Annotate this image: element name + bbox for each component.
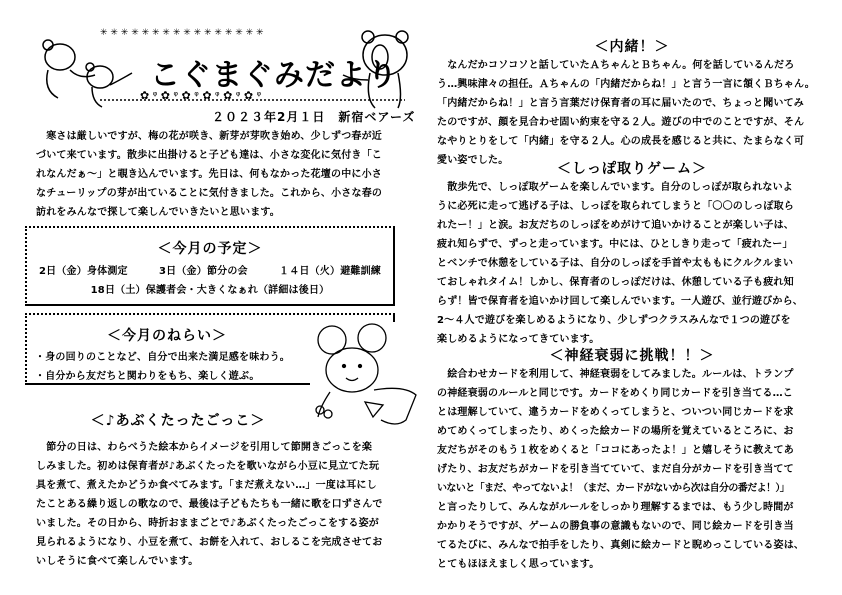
- issue-date: ２０２３年2月１日: [212, 110, 326, 124]
- section-abukutatta: [28, 410, 398, 571]
- goals-title: ＜今月のねらい＞: [107, 328, 227, 344]
- text-line: づいて来ています。散歩に出掛けると子ども達は、小さな変化に気付き「こ: [36, 150, 382, 161]
- text-line: 2～４人で遊びを楽しめるようになり、少しずつクラスみんなで１つの遊びを: [437, 315, 791, 326]
- text-line: ておしゃれタイム！しかし、保育者のしっぽだけは、休憩している子も疲れ知: [437, 277, 794, 288]
- text-line: 友だちがそのもう１枚をめくると「ココにあったよ！」と嬉しそうに教えてあ: [437, 445, 794, 456]
- text-line: 疲れ知らずで、ずっと走っています。中には、ひとしきり走って「疲れたー」: [437, 239, 793, 250]
- svg-text:✳ ✳ ✳ ✳ ✳ ✳ ✳ ✳ ✳ ✳ ✳ ✳ ✳ ✳ ✳: ✳ ✳ ✳ ✳ ✳ ✳ ✳ ✳ ✳ ✳ ✳ ✳ ✳ ✳ ✳ ✳: [100, 28, 264, 38]
- section-title: ＜♪あぶくたったごっこ＞: [90, 413, 266, 429]
- text-line: とてもほほえましく思っています。: [437, 559, 600, 570]
- text-line: 見られるようになり、小豆を煮て、お餅を入れて、おしるこを完成させてお: [36, 537, 383, 548]
- text-line: う…興味津々の担任。Ａちゃんの「内緒だからね！」と言う一言に頷くＢちゃん。: [437, 79, 815, 90]
- schedule-title: ＜今月の予定＞: [157, 241, 263, 257]
- goal-item: ・自分から友だちと関わりをもち、楽しく遊ぶ。: [35, 371, 260, 382]
- text-line: 節分の日は、わらべうた絵本からイメージを引用して節開きごっこを楽: [36, 442, 373, 453]
- text-line: たことある繰り返しの歌なので、最後は子どもたちも一緒に歌を口ずさんで: [36, 499, 383, 510]
- issue-date-line: [212, 108, 415, 125]
- newsletter-title: こぐまぐみだより: [150, 58, 398, 93]
- text-line: たのですが、顔を見合わせ固い約束を守る２人。遊びの中でのことですが、そん: [437, 117, 805, 128]
- text-line: なんだかコソコソと話していたＡちゃんとＢちゃん。何を話しているんだろ: [437, 60, 795, 71]
- text-line: 散歩先で、しっぽ取ゲームを楽しんでいます。自分のしっぽが取られないよ: [437, 182, 793, 193]
- text-line: かかりそうですが、ゲームの勝負事の意識もないので、同じ絵カードを引き当: [437, 521, 794, 532]
- text-line: なやりとりをして「内緒」を守る２人。心の成長を感じると共に、たまらなく可: [437, 136, 805, 147]
- text-line: なチューリップの芽が出ていることに気付きました。これから、小さな春の: [36, 188, 383, 199]
- section-title: ＜内緒！＞: [594, 39, 670, 55]
- intro-paragraph: [36, 127, 382, 222]
- text-line: とは理解していて、違うカードをめくってしまうと、ついつい同じカードを求: [437, 407, 794, 418]
- text-line: いないと「まだ、やってないよ！（まだ、カードがないから次は自分の番だよ！）」: [437, 483, 790, 494]
- text-line: れなんだぁ～」と覗き込んでいます。先日は、何もなかった花壇の中に小さ: [36, 169, 382, 180]
- section-naisho: [437, 36, 827, 170]
- text-line: いしそうに食べて楽しんでいます。: [36, 556, 199, 567]
- text-line: 絵合わせカードを利用して、神経衰弱をしてみました。ルールは、トランプ: [437, 369, 794, 380]
- text-line: と言ったりして、みんながルールをしっかり理解するまでは、もう少し時間が: [437, 502, 794, 513]
- text-line: 「内緒だからね！」と言う言葉だけ保育者の耳に届いたので、ちょっと聞いてみ: [437, 98, 804, 109]
- schedule-item: 3日（金）節分の会: [159, 266, 248, 277]
- section-title: ＜しっぽ取りゲーム＞: [557, 161, 707, 177]
- text-line: げたり、お友だちがカードを引き当てていて、まだ自分がカードを引き当てて: [437, 464, 794, 475]
- text-line: 寒さは厳しいですが、梅の花が咲き、新芽が芽吹き始め、少しずつ春が近: [36, 131, 382, 142]
- svg-text:✿ ᵠ ✿ ᵠ ✿ ᵠ ✿ ᵠ ✿ ᵠ ✿ ᵠ: ✿ ᵠ ✿ ᵠ ✿ ᵠ ✿ ᵠ ✿ ᵠ ✿ ᵠ: [140, 89, 262, 102]
- text-line: てるたびに、みんなで拍手をしたり、真剣に絵カードと睨めっこしている姿は、: [437, 540, 805, 551]
- text-line: の神経衰弱のルールと同じです。カードをめくり同じカードを引き当てる…こ: [437, 388, 793, 399]
- section-shippotori: [437, 158, 827, 349]
- dandelion-seeds-icon: [100, 28, 264, 38]
- text-line: 具を煮て、煮えたかどうか食べてみます。「まだ煮えない…」一度は耳にし: [36, 480, 377, 491]
- section-shinkei-suijaku: [437, 345, 827, 574]
- schedule-item: 18日（土）保護者会・大きくなぁれ（詳細は後日）: [90, 285, 330, 296]
- section-title: ＜神経衰弱に挑戦！！＞: [549, 348, 715, 364]
- text-line: らず！皆で保育者を追いかけ回して楽しんでいます。一人遊び、並行遊びから、: [437, 296, 803, 307]
- text-line: うに必死に走って逃げる子は、しっぽを取られてしまうと「〇〇のしっぽ取ら: [437, 201, 794, 212]
- text-line: めてめくってしまったり、めくった絵カードの場所を覚えているところに、お: [437, 426, 794, 437]
- goal-item: ・身の回りのことなど、自分で出来た満足感を味わう。: [35, 352, 290, 363]
- text-line: 楽しめるようになってきています。: [437, 334, 600, 345]
- class-name: 新宿ベアーズ: [338, 110, 416, 124]
- text-line: れたー！」と涙。お友だちのしっぽをめがけて追いかけることが楽しい子は、: [437, 220, 794, 231]
- text-line: 愛い姿でした。: [437, 155, 509, 166]
- schedule-item: １４日（火）避難訓練: [279, 266, 381, 277]
- schedule-box: [25, 226, 395, 306]
- schedule-item: 2日（金）身体測定: [39, 266, 128, 277]
- text-line: 訪れをみんなで探して楽しんでいきたいと思います。: [36, 207, 280, 218]
- text-line: しみました。初めは保育者が♪あぶくたったを歌いながら小豆に見立てた玩: [36, 461, 380, 472]
- text-line: いました。その日から、時折おままごとで♪あぶくたったごっこをする姿が: [36, 518, 379, 529]
- text-line: とベンチで休憩をしている子は、自分のしっぽを手首や太ももにクルクルまい: [437, 258, 794, 269]
